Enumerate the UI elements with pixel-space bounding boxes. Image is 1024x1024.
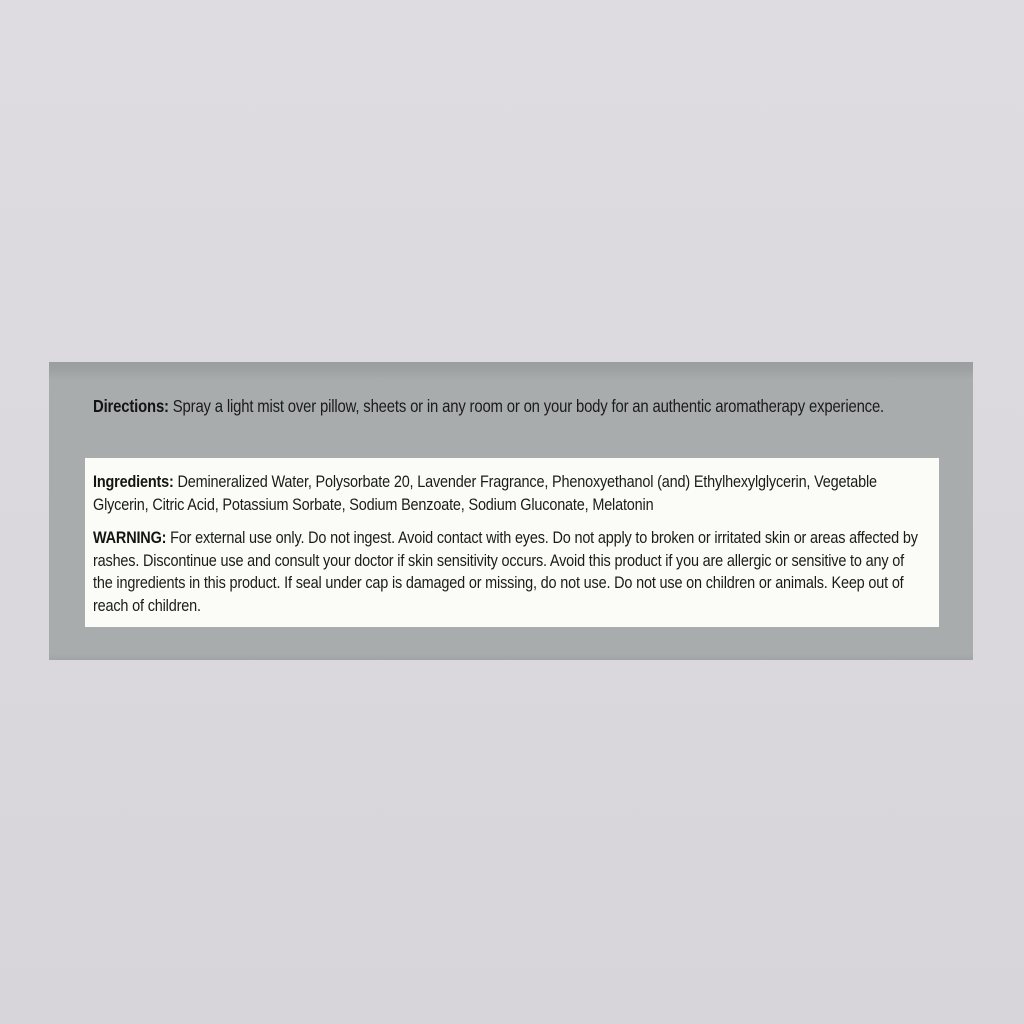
ingredients-text: Demineralized Water, Polysorbate 20, Lavender Fragrance, Phenoxyethanol (and) Ethylhexylglycerin, Vegetable Glycerin, Citric Acid, Potassium Sorbate, Sodium Benzoate, Sodium Gluconate, Melatonin: [93, 472, 877, 514]
ingredients-paragraph: [93, 471, 927, 516]
ingredients-warning-box: [85, 458, 939, 627]
directions-paragraph: [93, 394, 929, 419]
directions-text: Spray a light mist over pillow, sheets or in any room or on your body for an authentic aromatherapy experience.: [172, 396, 885, 416]
warning-paragraph: [93, 527, 927, 617]
ingredients-heading: Ingredients:: [93, 472, 174, 491]
warning-heading: WARNING:: [93, 528, 167, 548]
warning-text: For external use only. Do not ingest. Avoid contact with eyes. Do not apply to broken or irritated skin or areas affected by rashes. Discontinue use and consult your doctor if skin sensitivity occurs. Avoid this product if you are allergic or sensitive to any of the ingredients in this product. If seal under cap is damaged or missing, do not use. Do not use on children or animals. Keep out of reach of children.: [93, 528, 918, 615]
directions-heading: Directions:: [93, 396, 169, 416]
label-back-panel: [49, 362, 973, 660]
